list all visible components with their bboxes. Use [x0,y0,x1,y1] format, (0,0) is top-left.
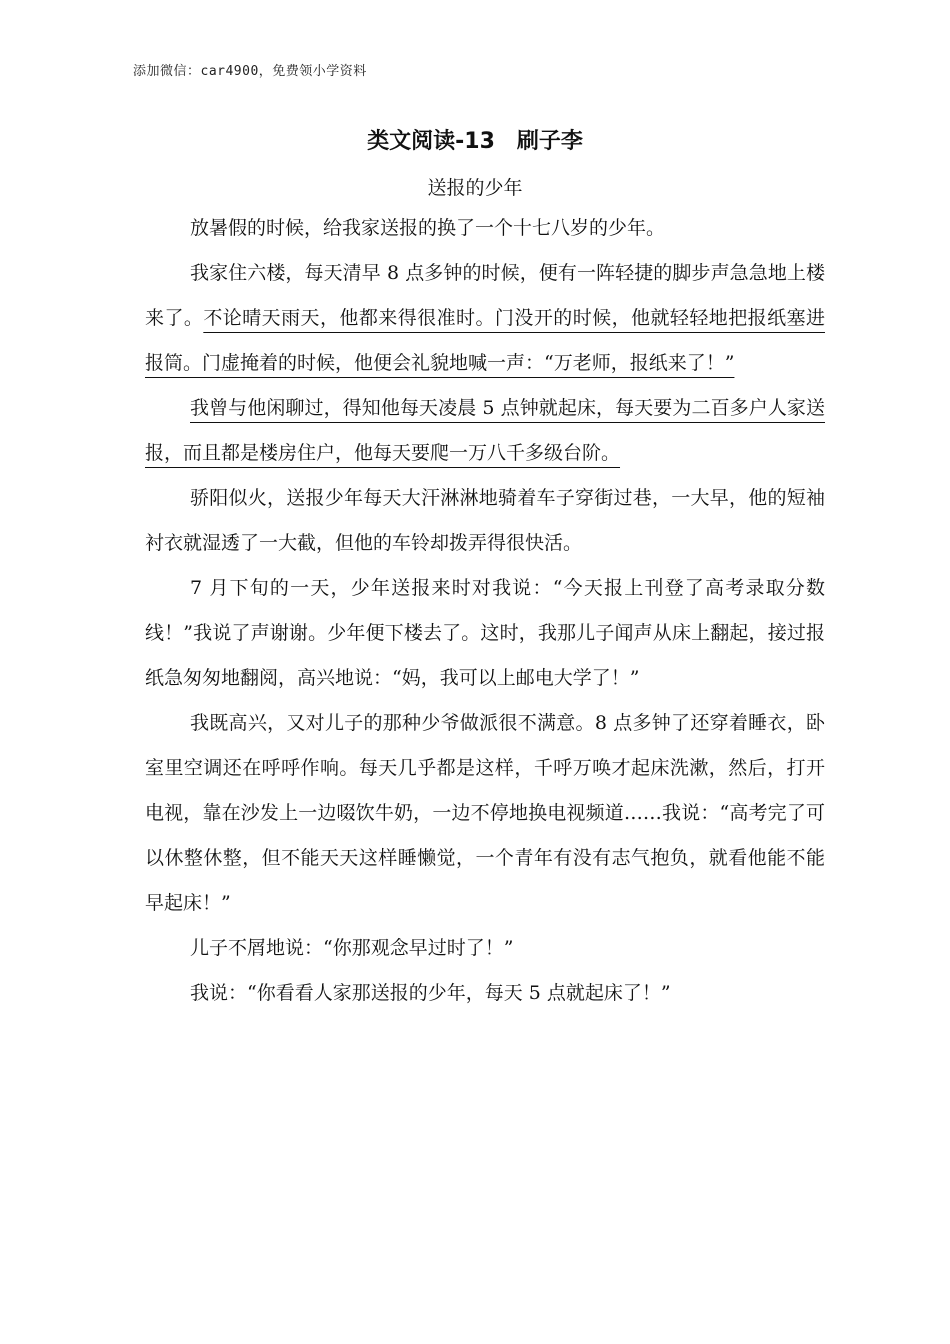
paragraph-5 [145,566,825,701]
paragraph-7 [145,926,825,971]
paragraph-8 [145,971,825,1016]
paragraph-6 [145,701,825,926]
article-body [145,206,825,1016]
paragraph-text: 我家住六楼，每天清早 8 点多钟的时候，便有一阵轻捷的脚步声急急地上楼来了。 [145,262,825,329]
paragraph-text: 7 月下旬的一天，少年送报来时对我说：“今天报上刊登了高考录取分数线！”我说了声谢谢。少年便下楼去了。这时，我那儿子闻声从床上翻起，接过报纸急匆匆地翻阅，高兴地说：“妈，我可以上邮电大学了！” [145,577,825,689]
article-title: 送报的少年 [427,177,523,199]
paragraph-text: 放暑假的时候，给我家送报的换了一个十七八岁的少年。 [190,217,666,239]
header-note: 添加微信：car4900，免费领小学资料 [133,64,367,79]
paragraph-1 [145,206,825,251]
paragraph-text: 骄阳似火，送报少年每天大汗淋淋地骑着车子穿街过巷，一大早，他的短袖衬衣就湿透了一大截，但他的车铃却拨弄得很快活。 [145,487,825,554]
paragraph-2 [145,251,825,386]
paragraph-3 [145,386,825,476]
underlined-sentence: 我曾与他闲聊过，得知他每天凌晨 5 点钟就起床，每天要为二百多户人家送报，而且都是楼房住户，他每天要爬一万八千多级台阶。 [145,397,825,464]
paragraph-text: 我既高兴，又对儿子的那种少爷做派很不满意。8 点多钟了还穿着睡衣，卧室里空调还在呼呼作响。每天几乎都是这样，千呼万唤才起床洗漱，然后，打开电视，靠在沙发上一边啜饮牛奶，一边不停地换电视频道……我说：“高考完了可以休整休整，但不能天天这样睡懒觉，一个青年有没有志气抱负，就看他能不能早起床！” [145,712,825,914]
document-title: 类文阅读-13 刷子李 [367,129,583,154]
paragraph-text: 儿子不屑地说：“你那观念早过时了！” [190,937,514,959]
underlined-sentence: 不论晴天雨天，他都来得很准时。门没开的时候，他就轻轻地把报纸塞进报筒。门虚掩着的时候，他便会礼貌地喊一声：“万老师，报纸来了！” [145,307,825,374]
paragraph-text: 我说：“你看看人家那送报的少年，每天 5 点就起床了！” [190,982,671,1004]
paragraph-4 [145,476,825,566]
